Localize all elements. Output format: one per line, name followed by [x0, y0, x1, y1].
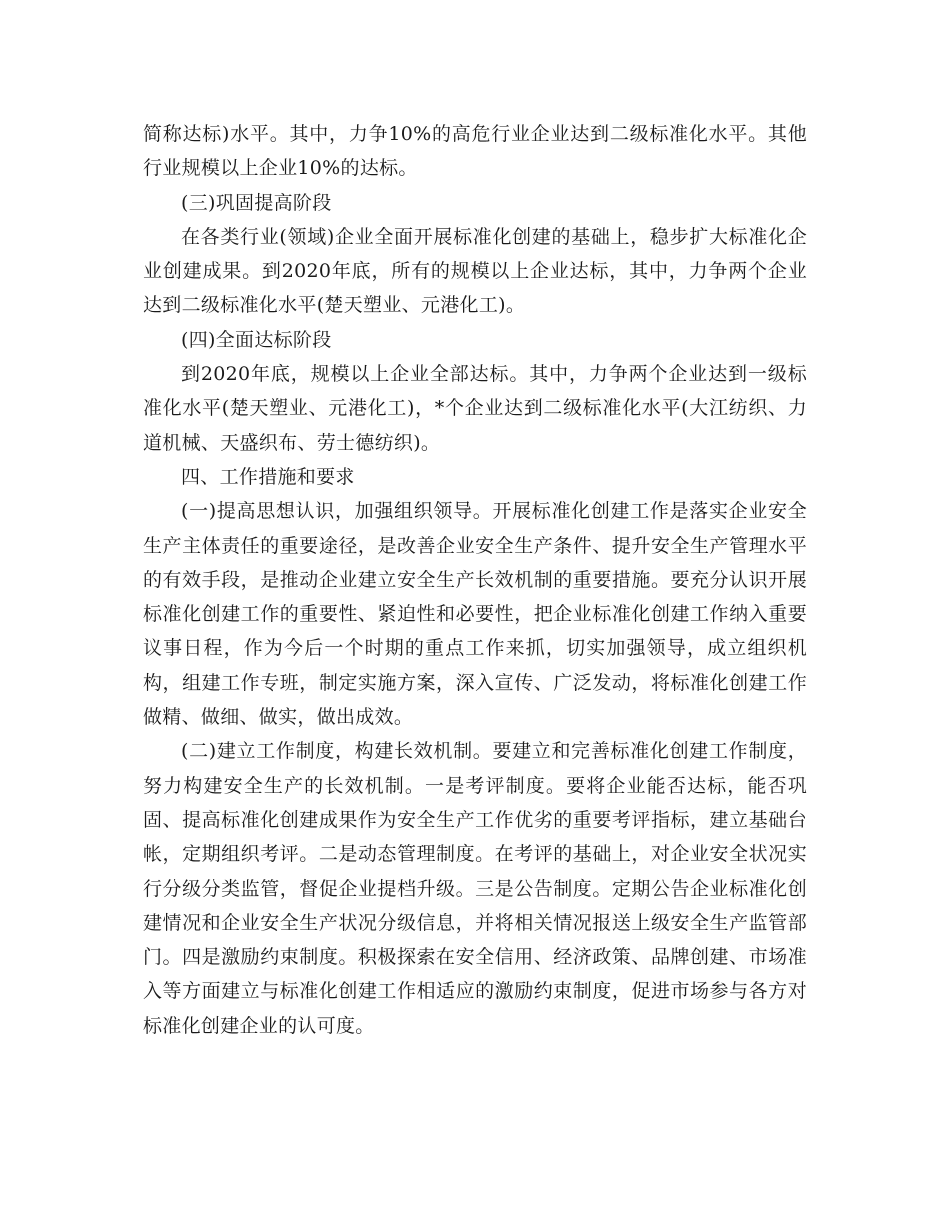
- document-body: [143, 117, 807, 1043]
- paragraph-continuation: 简称达标)水平。其中，力争10%的高危行业企业达到二级标准化水平。其他行业规模以上企业10%的达标。: [143, 123, 807, 180]
- section-heading-full-compliance: (四)全面达标阶段: [181, 328, 332, 351]
- paragraph-measure-2: (二)建立工作制度，构建长效机制。要建立和完善标准化创建工作制度，努力构建安全生产的长效机制。一是考评制度。要将企业能否达标，能否巩固、提高标准化创建成果作为安全生产工作优劣的重要考评指标，建立基础台帐，定期组织考评。二是动态管理制度。在考评的基础上，对企业安全状况实行分级分类监管，督促企业提档升级。三是公告制度。定期公告企业标准化创建情况和企业安全生产状况分级信息，并将相关情况报送上级安全生产监管部门。四是激励约束制度。积极探索在安全信用、经济政策、品牌创建、市场准入等方面建立与标准化创建工作相适应的激励约束制度，促进市场参与各方对标准化创建企业的认可度。: [143, 740, 807, 1037]
- section-heading-consolidate: (三)巩固提高阶段: [181, 191, 332, 214]
- paragraph-measure-1: (一)提高思想认识，加强组织领导。开展标准化创建工作是落实企业安全生产主体责任的重要途径，是改善企业安全生产条件、提升安全生产管理水平的有效手段，是推动企业建立安全生产长效机制的重要措施。要充分认识开展标准化创建工作的重要性、紧迫性和必要性，把企业标准化创建工作纳入重要议事日程，作为今后一个时期的重点工作来抓，切实加强领导，成立组织机构，组建工作专班，制定实施方案，深入宣传、广泛发动，将标准化创建工作做精、做细、做实，做出成效。: [143, 500, 807, 729]
- paragraph-full-compliance: 到2020年底，规模以上企业全部达标。其中，力争两个企业达到一级标准化水平(楚天塑业、元港化工)，*个企业达到二级标准化水平(大江纺织、力道机械、天盛织布、劳士德纺织)。: [143, 363, 807, 454]
- paragraph-consolidate: 在各类行业(领域)企业全面开展标准化创建的基础上，稳步扩大标准化企业创建成果。到2020年底，所有的规模以上企业达标，其中，力争两个企业达到二级标准化水平(楚天塑业、元港化工)。: [143, 225, 807, 317]
- section-heading-measures: 四、工作措施和要求: [181, 465, 355, 488]
